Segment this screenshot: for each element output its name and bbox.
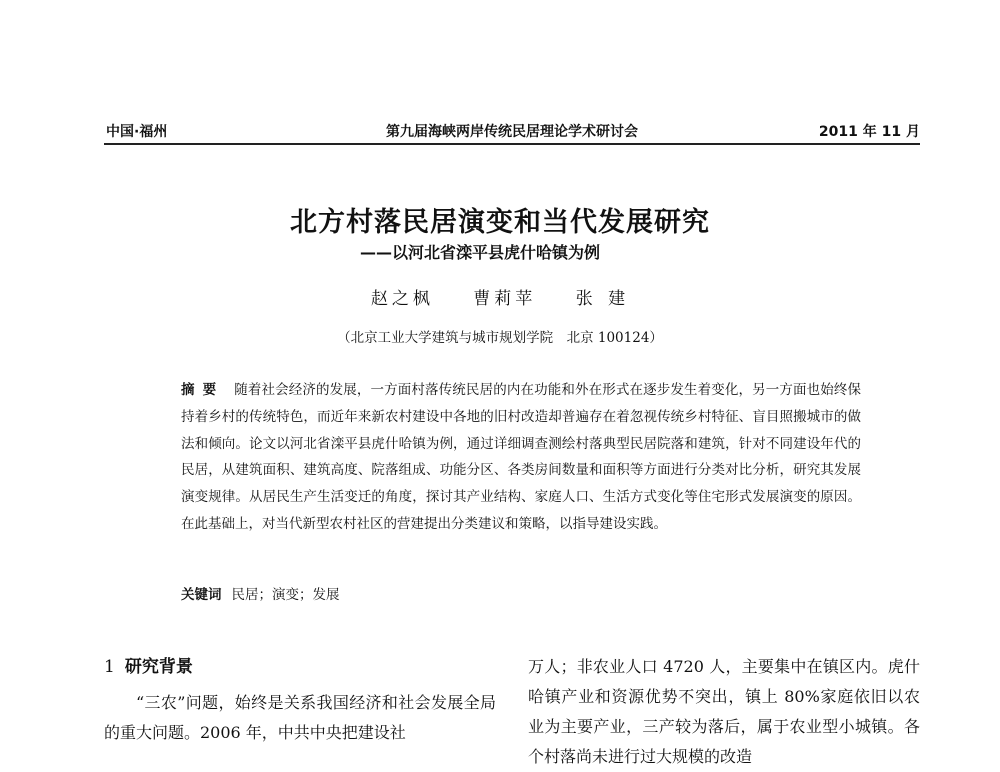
header-rule xyxy=(104,143,920,145)
left-column xyxy=(104,652,496,748)
keywords-text: 民居；演变；发展 xyxy=(231,587,340,603)
author-name: 曹莉苹 xyxy=(473,289,537,309)
section-heading xyxy=(104,652,496,682)
right-column xyxy=(528,652,920,766)
author-list xyxy=(0,284,1000,309)
abstract-label: 摘要 xyxy=(181,382,225,398)
header-date: 2011 年 11 月 xyxy=(818,124,920,140)
header-conference: 第九届海峡两岸传统民居理论学术研讨会 xyxy=(386,124,638,140)
paper-subtitle: ——以河北省滦平县虎什哈镇为例 xyxy=(360,243,601,262)
keywords xyxy=(181,583,861,603)
keywords-label: 关键词 xyxy=(181,587,222,603)
section-title: 研究背景 xyxy=(124,657,193,677)
right-column-text: 万人；非农业人口 4720 人，主要集中在镇区内。虎什哈镇产业和资源优势不突出，镇上 80%家庭依旧以农业为主要产业，三产较为落后，属于农业型小城镇。各个村落尚未进行过大规模的改造 xyxy=(528,657,920,766)
header-location: 中国·福州 xyxy=(106,124,168,140)
paper-title: 北方村落民居演变和当代发展研究 xyxy=(290,207,710,238)
abstract-text: 随着社会经济的发展，一方面村落传统民居的内在功能和外在形式在逐步发生着变化，另一方面也始终保持着乡村的传统特色，而近年来新农村建设中各地的旧村改造却普遍存在着忽视传统乡村特征、盲目照搬城市的做法和倾向。论文以河北省滦平县虎什哈镇为例，通过详细调查测绘村落典型民居院落和建筑，针对不同建设年代的民居，从建筑面积、建筑高度、院落组成、功能分区、各类房间数量和面积等方面进行分类对比分析，研究其发展演变规律。从居民生产生活变迁的角度，探讨其产业结构、家庭人口、生活方式变化等住宅形式发展演变的原因。在此基础上，对当代新型农村社区的营建提出分类建议和策略，以指导建设实践。 xyxy=(181,382,862,532)
abstract xyxy=(181,377,861,538)
section-number: 1 xyxy=(104,657,115,677)
body-paragraph: “三农”问题，始终是关系我国经济和社会发展全局的重大问题。2006 年，中共中央把建设社 xyxy=(104,693,496,742)
affiliation: （北京工业大学建筑与城市规划学院 北京 100124） xyxy=(337,330,663,346)
author-name: 赵之枫 xyxy=(370,289,434,309)
running-header xyxy=(104,117,920,143)
author-name: 张 建 xyxy=(575,289,630,309)
